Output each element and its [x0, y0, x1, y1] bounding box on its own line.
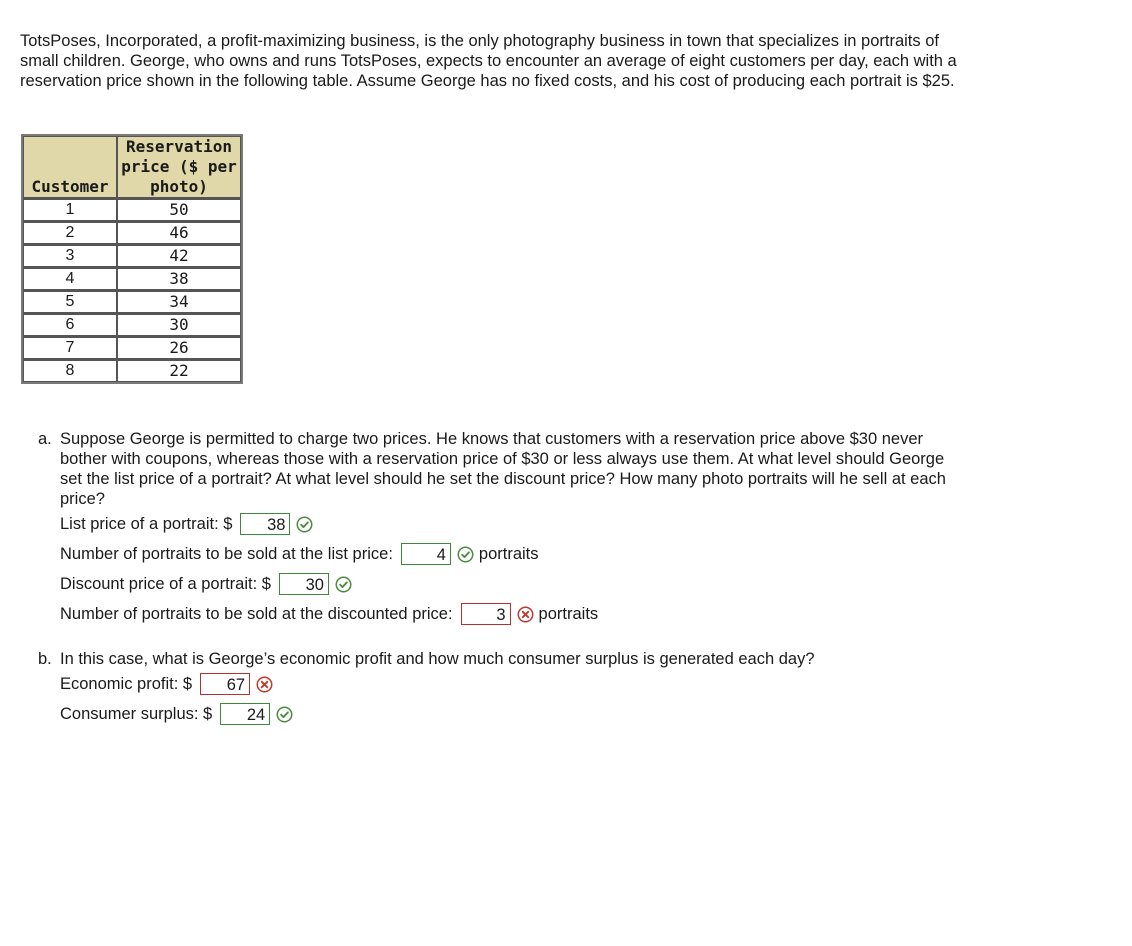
discount-qty-label: Number of portraits to be sold at the discounted price:	[60, 604, 453, 623]
table-row	[23, 313, 241, 336]
list-price-input[interactable]: 38	[240, 513, 290, 535]
discount-price-label: Discount price of a portrait: $	[60, 574, 271, 593]
table-row	[23, 221, 241, 244]
price-cell: 30	[117, 313, 241, 336]
list-price-row	[60, 511, 313, 537]
part-b-text: In this case, what is George’s economic profit and how much consumer surplus is generated each day?	[60, 650, 815, 668]
price-cell: 46	[117, 221, 241, 244]
discount-price-row	[60, 571, 352, 597]
price-cell: 26	[117, 336, 241, 359]
price-cell: 50	[117, 198, 241, 221]
price-cell: 34	[117, 290, 241, 313]
surplus-row	[60, 701, 293, 727]
x-circle-icon	[256, 676, 273, 693]
part-a-text: Suppose George is permitted to charge two prices. He knows that customers with a reservation price above $30 never bother with coupons, whereas those with a reservation price of $30 or less always use them. At what level should George set the list price of a portrait? At what level should he set the discount price? How many photo portraits will he sell at each price?	[60, 430, 946, 508]
customer-cell: 7	[23, 336, 117, 359]
price-cell: 38	[117, 267, 241, 290]
customer-cell: 4	[23, 267, 117, 290]
x-circle-icon	[517, 606, 534, 623]
surplus-label: Consumer surplus: $	[60, 704, 213, 723]
table-row	[23, 359, 241, 382]
discount-qty-unit: portraits	[538, 604, 599, 623]
part-a-label: a.	[38, 430, 52, 448]
profit-label: Economic profit: $	[60, 674, 193, 693]
list-qty-label: Number of portraits to be sold at the list price:	[60, 544, 393, 563]
list-qty-row	[60, 541, 539, 567]
discount-price-input[interactable]: 30	[279, 573, 329, 595]
table-row	[23, 336, 241, 359]
check-circle-icon	[335, 576, 352, 593]
table-row	[23, 244, 241, 267]
check-circle-icon	[276, 706, 293, 723]
customer-cell: 1	[23, 198, 117, 221]
discount-qty-row	[60, 601, 598, 627]
discount-qty-input[interactable]: 3	[461, 603, 511, 625]
customer-cell: 5	[23, 290, 117, 313]
reservation-price-table	[21, 134, 243, 384]
table-row	[23, 290, 241, 313]
col-header-customer: Customer	[23, 136, 117, 198]
price-cell: 22	[117, 359, 241, 382]
list-qty-input[interactable]: 4	[401, 543, 451, 565]
table-row	[23, 267, 241, 290]
profit-input[interactable]: 67	[200, 673, 250, 695]
check-circle-icon	[457, 546, 474, 563]
customer-cell: 8	[23, 359, 117, 382]
list-price-label: List price of a portrait: $	[60, 514, 233, 533]
customer-cell: 6	[23, 313, 117, 336]
part-b-label: b.	[38, 650, 52, 668]
profit-row	[60, 671, 273, 697]
customer-cell: 2	[23, 221, 117, 244]
customer-cell: 3	[23, 244, 117, 267]
check-circle-icon	[296, 516, 313, 533]
list-qty-unit: portraits	[478, 544, 539, 563]
table-row	[23, 198, 241, 221]
price-cell: 42	[117, 244, 241, 267]
problem-intro: TotsPoses, Incorporated, a profit-maximizing business, is the only photography business in town that specializes in portraits of small children. George, who owns and runs TotsPoses, expects to encounter an average of eight customers per day, each with a reservation price shown in the following table. Assume George has no fixed costs, and his cost of producing each portrait is $25.	[20, 32, 957, 90]
surplus-input[interactable]: 24	[220, 703, 270, 725]
col-header-reservation-price: Reservation price ($ per photo)	[117, 136, 241, 198]
